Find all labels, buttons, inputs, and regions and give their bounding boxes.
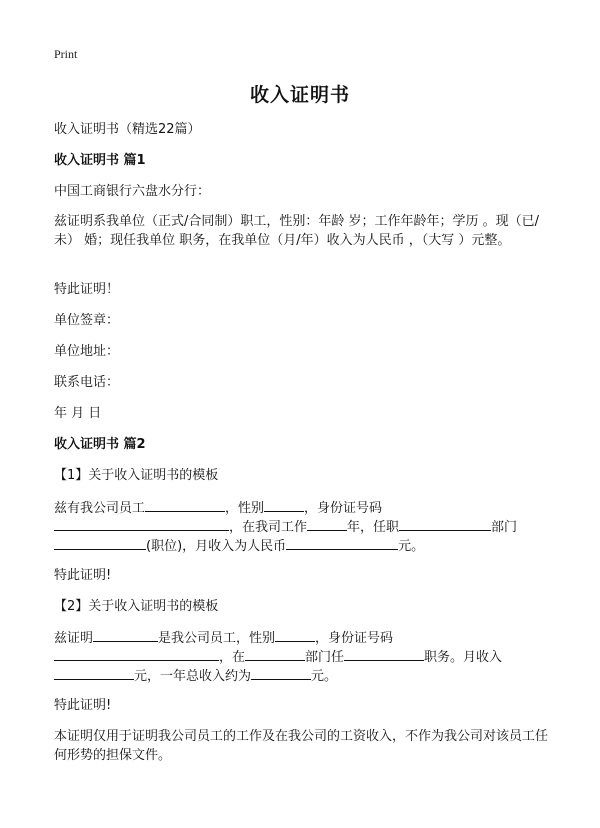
template-2-text: ，身份证号码 [315, 631, 394, 646]
template-2-text: 职务。月收入 [424, 650, 503, 665]
section-1-closing: 特此证明！ [54, 282, 120, 297]
section-1-date: 年 月 日 [54, 406, 102, 421]
template-1-text: ，性别 [225, 501, 265, 516]
template-1-text: 部门 [491, 520, 518, 535]
fill-blank [54, 536, 146, 550]
section-1-addressee: 中国工商银行六盘水分行： [54, 184, 211, 199]
fill-blank [54, 647, 219, 661]
template-1-text: 年，任职 [347, 520, 400, 535]
template-2-text: 部门任 [305, 650, 345, 665]
print-link[interactable]: Print [54, 47, 78, 61]
template-1-text: 元。 [398, 539, 425, 554]
section-1-body: 兹证明系我单位（正式/合同制）职工，性别：年龄 岁；工作年龄年；学历 。现（已/未） 婚；现任我单位 职务，在我单位（月/年）收入为人民币 ，（大写 ）元整。 [54, 214, 540, 248]
fill-blank [245, 647, 305, 661]
fill-blank [307, 517, 347, 531]
template-1-line-2 [54, 517, 517, 538]
fill-blank [54, 517, 229, 531]
section-1-phone-label: 联系电话： [54, 375, 120, 390]
fill-blank [145, 498, 225, 512]
fill-blank [251, 666, 311, 680]
template-2-text: 是我公司员工，性别 [158, 631, 276, 646]
template-2-text: 元，一年总收入约为 [134, 669, 252, 684]
template-2-line-2 [54, 647, 502, 668]
fill-blank [54, 666, 134, 680]
template-2-heading: 【2】关于收入证明书的模板 [54, 599, 219, 614]
template-1-text: ，身份证号码 [304, 501, 383, 516]
template-1-text: 兹有我公司员工 [54, 501, 146, 516]
fill-blank [399, 517, 491, 531]
template-1-text: (职位)，月收入为人民币 [146, 539, 287, 554]
template-1-line-3 [54, 536, 424, 557]
fill-blank [275, 628, 315, 642]
template-2-closing: 特此证明! [54, 698, 112, 713]
section-2-heading: 收入证明书 篇2 [54, 437, 146, 452]
fill-blank [286, 536, 398, 550]
fill-blank [344, 647, 424, 661]
template-2-text: ，在 [219, 650, 246, 665]
template-1-closing: 特此证明! [54, 568, 112, 583]
section-1-seal-label: 单位签章： [54, 313, 120, 328]
document-subtitle: 收入证明书（精选22篇） [54, 122, 201, 137]
fill-blank [264, 498, 304, 512]
template-2-line-1 [54, 628, 393, 649]
template-2-text: 兹证明 [54, 631, 94, 646]
template-1-text: ，在我司工作 [229, 520, 308, 535]
template-2-note: 本证明仅用于证明我公司员工的工作及在我公司的工资收入，不作为我公司对该员工任何形势的担保文件。 [54, 729, 549, 763]
fill-blank [93, 628, 158, 642]
section-1-heading: 收入证明书 篇1 [54, 153, 146, 168]
template-2-text: 元。 [311, 669, 338, 684]
template-1-line-1 [54, 498, 382, 519]
template-1-heading: 【1】关于收入证明书的模板 [54, 468, 219, 483]
template-2-line-3 [54, 666, 337, 687]
document-title: 收入证明书 [249, 84, 350, 106]
section-1-address-label: 单位地址： [54, 344, 120, 359]
